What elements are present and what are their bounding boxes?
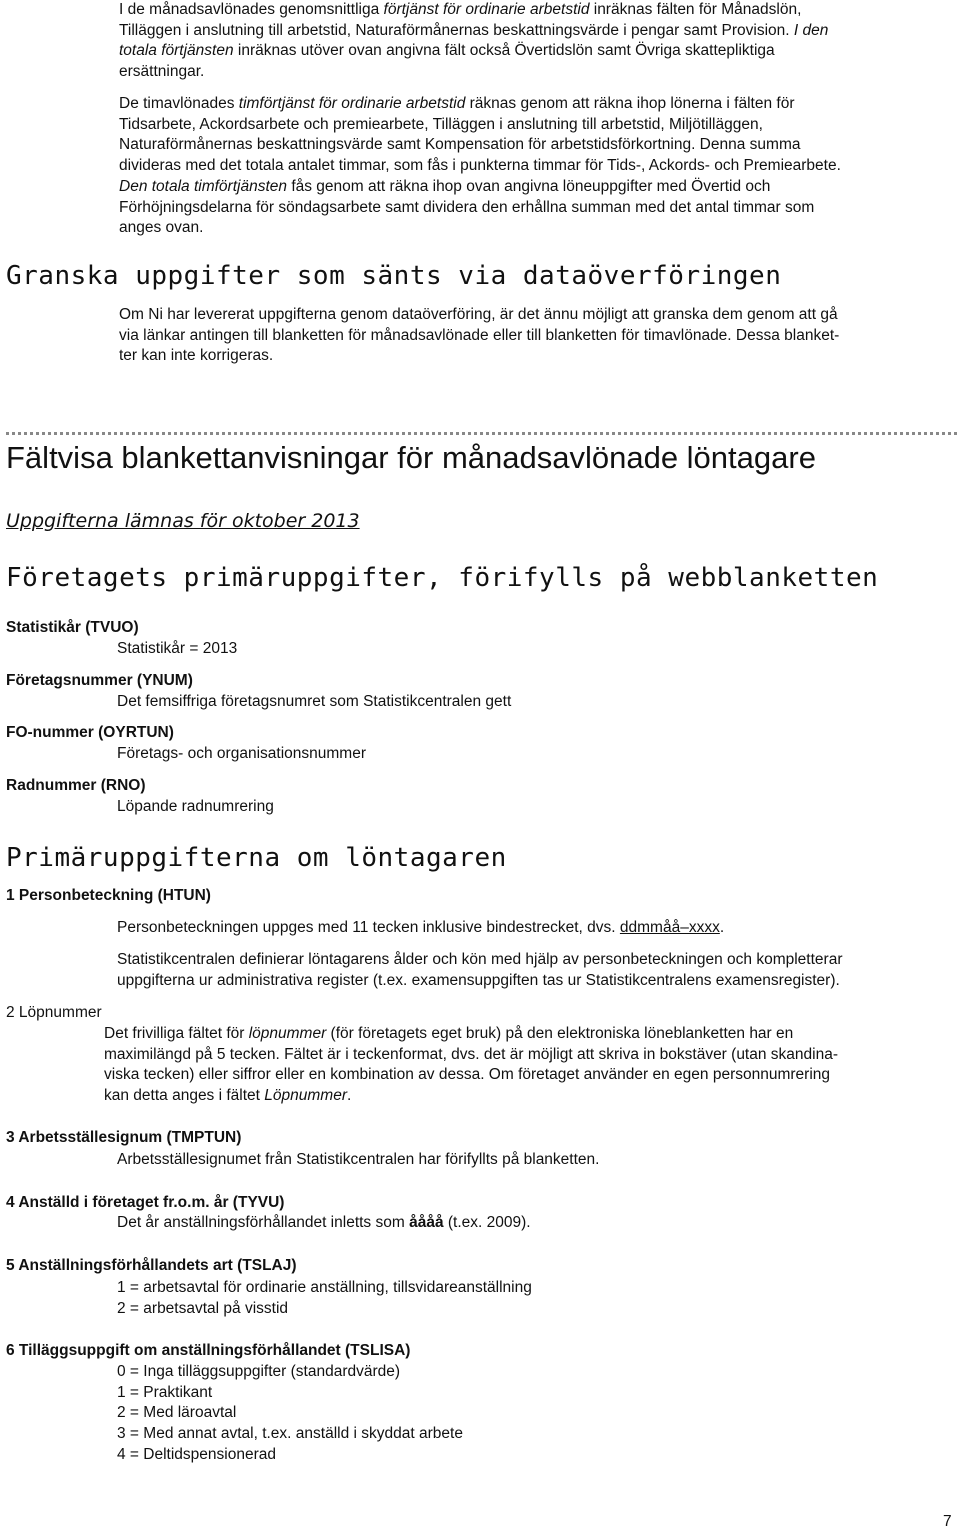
field-options-anstallningsform (117, 1278, 532, 1319)
page-number: 7 (943, 1513, 952, 1530)
field-label-tillaggsuppgift: 6 Tilläggsuppgift om anställningsförhållandet (TSLISA) (6, 1342, 411, 1359)
emphasis: löpnummer (248, 1025, 327, 1042)
review-paragraph (119, 305, 959, 367)
text: ter kan inte korrigeras. (119, 347, 274, 365)
text: inräknas utöver ovan angivna fält också Övertidslön samt Övriga skattepliktiga (233, 42, 775, 60)
field-label-foretagsnummer: Företagsnummer (YNUM) (6, 672, 193, 689)
text: kan detta anges i fältet (104, 1087, 265, 1105)
emphasis: Den totala timförtjänsten (119, 177, 288, 195)
option: 1 = Praktikant (117, 1383, 213, 1401)
text: uppgifterna ur administrativa register (t.ex. examensuppgiften tas ur Statistikcentralens examensregister). (117, 971, 840, 989)
text: ersättningar. (119, 63, 205, 81)
intro-paragraph-1 (119, 0, 959, 83)
field-label-anstalld: 4 Anställd i företaget fr.o.m. år (TYVU) (6, 1194, 285, 1211)
text: De timavlönades (119, 95, 239, 112)
text: divideras med det totala antalet timmar, som fås i punkterna timmar för Tids-, Ackords- och Premiearbete. (119, 157, 841, 175)
field-desc-radnummer: Löpande radnumrering (117, 798, 274, 815)
field-desc-personbeteckning-format (117, 919, 724, 937)
text: Om Ni har levererat uppgifterna genom dataöverföring, är det ännu möjligt att granska dem genom att gå (119, 306, 838, 323)
option: 1 = arbetsavtal för ordinarie anställning, tillsvidareanställning (117, 1279, 532, 1296)
field-label-anstallningsform: 5 Anställningsförhållandets art (TSLAJ) (6, 1257, 297, 1274)
text: Förhöjningsdelarna för söndagsarbete samt dividera den erhållna summan med det antal timmar som (119, 198, 815, 216)
text: viska tecken) eller siffror eller en kombination av dessa. Om företaget använder en egen personnumrering (104, 1066, 831, 1084)
field-desc-statistikar: Statistikår = 2013 (117, 640, 238, 657)
emphasis: totala förtjänsten (119, 42, 234, 60)
option: 3 = Med annat avtal, t.ex. anställd i skyddat arbete (117, 1425, 463, 1443)
text: (för företagets eget bruk) på den elektroniska löneblanketten har en (326, 1025, 794, 1042)
text: . (347, 1087, 352, 1105)
text: räknas genom att räkna ihop lönerna i fälten för (465, 95, 795, 112)
format-pattern: ddmmåå–xxxx (619, 919, 720, 936)
text: inräknas fälten för Månadslön, (589, 1, 802, 18)
dotted-divider (6, 432, 957, 435)
text: Det år anställningsförhållandet inletts som (117, 1214, 410, 1231)
text: (t.ex. 2009). (443, 1214, 531, 1231)
field-options-tillaggsuppgift (117, 1362, 463, 1466)
employee-section-title: Primäruppgifterna om löntagaren (6, 843, 507, 873)
text: I de månadsavlönades genomsnittliga (119, 1, 384, 18)
text: via länkar antingen till blanketten för månadsavlönade eller till blanketten för timavlönade. Dessa blanket- (119, 326, 840, 344)
intro-paragraph-2 (119, 94, 959, 239)
emphasis: timförtjänst för ordinarie arbetstid (238, 95, 466, 112)
option: 2 = Med läroavtal (117, 1404, 237, 1422)
text: anges ovan. (119, 219, 204, 237)
main-title: Fältvisa blankettanvisningar för månadsavlönade löntagare (6, 440, 816, 475)
field-desc-foretagsnummer: Det femsiffriga företagsnumret som Statistikcentralen gett (117, 693, 512, 710)
text: Statistikcentralen definierar löntagarens ålder och kön med hjälp av personbeteckningen och kompletterar (117, 951, 843, 968)
text: . (719, 919, 725, 936)
field-desc-arbetsstallesignum: Arbetsställesignumet från Statistikcentralen har förifyllts på blanketten. (117, 1151, 600, 1168)
period-title: Uppgifterna lämnas för oktober 2013 (6, 510, 360, 532)
section-heading-review: Granska uppgifter som sänts via dataöverföringen (6, 261, 782, 291)
field-label-fo-nummer: FO-nummer (OYRTUN) (6, 724, 174, 741)
text: Tilläggen i anslutning till arbetstid, Naturaförmånernas beskattningsvärde i pengar samt Provision. (119, 21, 794, 39)
text: maximilängd på 5 tecken. Fältet är i teckenformat, dvs. det är möjligt att skriva in bokstäver (utan skandina- (104, 1045, 838, 1063)
field-desc-anstalld (117, 1214, 531, 1232)
option: 4 = Deltidspensionerad (117, 1445, 276, 1463)
option: 2 = arbetsavtal på visstid (117, 1299, 289, 1317)
field-desc-fo-nummer: Företags- och organisationsnummer (117, 745, 366, 762)
emphasis: Löpnummer (264, 1087, 347, 1105)
field-desc-lopnummer (104, 1024, 959, 1107)
field-label-radnummer: Radnummer (RNO) (6, 777, 146, 794)
company-section-title: Företagets primäruppgifter, förifylls på webblanketten (6, 563, 879, 593)
option: 0 = Inga tilläggsuppgifter (standardvärde) (117, 1363, 401, 1380)
field-label-arbetsstallesignum: 3 Arbetsställesignum (TMPTUN) (6, 1129, 242, 1146)
emphasis: förtjänst för ordinarie arbetstid (383, 1, 590, 18)
emphasis: I den (793, 21, 829, 39)
field-label-personbeteckning: 1 Personbeteckning (HTUN) (6, 887, 211, 904)
format-pattern: åååå (409, 1214, 444, 1231)
field-label-lopnummer: 2 Löpnummer (6, 1004, 102, 1021)
field-desc-personbeteckning-note (117, 950, 957, 991)
text: Tidsarbete, Ackordsarbete och premiearbete, Tilläggen i anslutning till arbetstid, Miljötilläggen, (119, 115, 763, 133)
field-label-statistikar: Statistikår (TVUO) (6, 619, 139, 636)
text: Naturaförmånernas beskattningsvärde samt Kompensation för arbetstidsförkortning. Denna summa (119, 136, 801, 154)
text: fås genom att räkna ihop ovan angivna löneuppgifter med Övertid och (287, 177, 771, 195)
text: Personbeteckningen uppges med 11 tecken inklusive bindestrecket, dvs. (117, 919, 620, 936)
text: Det frivilliga fältet för (104, 1025, 249, 1042)
